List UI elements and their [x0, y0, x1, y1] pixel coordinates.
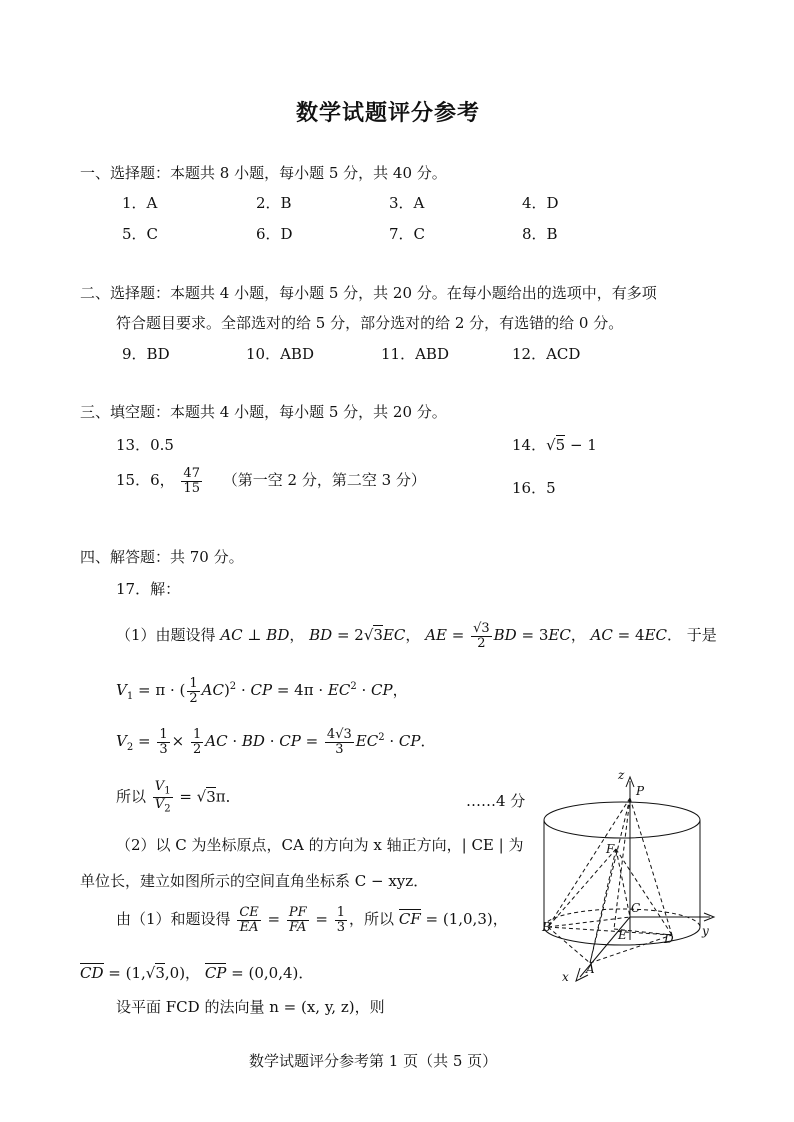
cylinder-figure [530, 765, 730, 990]
q17-label: 17．解： [116, 580, 181, 598]
answer-7: 7．C [389, 225, 426, 243]
point-e-label: E [618, 928, 627, 942]
section2-heading-line2: 符合题目要求。全部选对的给 5 分，部分选对的给 2 分，有选错的给 0 分。 [116, 314, 624, 332]
part1-line: （1）由题设得 AC ⊥ BD， BD = 2√3EC， AE = $\frac{√3}{2}$ BD = 3EC， AC = 4EC． 于是 [116, 621, 717, 651]
answer-9: 9．BD [122, 345, 170, 363]
point-c-label: C [631, 901, 641, 915]
answer-1: 1．A [122, 194, 158, 212]
answer-14: 14．√5 − 1 [512, 436, 597, 454]
axis-y-label: y [702, 924, 709, 938]
point-f-label: F [606, 842, 615, 856]
score-4: ……4 分 [466, 792, 526, 810]
v1-formula: $V_1 = \pi$ · ( $\frac{1}{2}$ AC)$^2$ · CP = $4\pi \cdot EC^2$ · CP， [116, 676, 408, 706]
point-a-label: A [586, 962, 595, 976]
section2-heading-line1: 二、选择题：本题共 4 小题，每小题 5 分，共 20 分。在每小题给出的选项中，有多项 [80, 284, 657, 302]
part2-line2: 单位长，建立如图所示的空间直角坐标系 C − xyz． [80, 872, 429, 890]
vectors-line: CD = (1,√3,0)， CP = (0,0,4)． [80, 964, 314, 982]
page-footer: 数学试题评分参考第 1 页（共 5 页） [249, 1052, 498, 1070]
v2-formula: $V_2$ = $\frac{1}{3}$ × $\frac{1}{2}$ AC · BD · CP = $\frac{4√3}{3}$ $EC^2$ · CP． [116, 727, 436, 757]
ratio-result: 所以 $\frac{V_1}{V_2}$ = √3π． [116, 779, 241, 815]
answer-6: 6．D [256, 225, 293, 243]
part2-line1: （2）以 C 为坐标原点，CA 的方向为 x 轴正方向，| CE | 为 [116, 836, 524, 854]
axis-z-label: z [618, 768, 625, 782]
answer-8: 8．B [522, 225, 558, 243]
answer-11: 11．ABD [381, 345, 449, 363]
answer-3: 3．A [389, 194, 425, 212]
answer-12: 12．ACD [512, 345, 581, 363]
point-p-label: P [636, 784, 645, 798]
section4-heading: 四、解答题：共 70 分。 [80, 548, 244, 566]
answer-16: 16．5 [512, 479, 556, 497]
answer-10: 10．ABD [246, 345, 314, 363]
point-d-label: D [664, 932, 674, 946]
page-title: 数学试题评分参考 [296, 101, 481, 126]
answer-5: 5．C [122, 225, 159, 243]
axis-x-label: x [562, 970, 569, 984]
answer-13: 13．0.5 [116, 436, 174, 454]
from-part1-line: 由（1）和题设得 $\frac{CE}{EA}$ = $\frac{PF}{FA}$ = $\frac{1}{3}$ ，所以 CF = (1,0,3)， [116, 905, 508, 935]
answer-4: 4．D [522, 194, 559, 212]
answer-15: 15．6， $\frac{47}{15}$ （第一空 2 分，第二空 3 分） [116, 466, 426, 496]
answer-2: 2．B [256, 194, 292, 212]
normal-vector-line: 设平面 FCD 的法向量 n = (x, y, z)，则 [116, 998, 385, 1016]
section1-heading: 一、选择题：本题共 8 小题，每小题 5 分，共 40 分。 [80, 164, 447, 182]
point-b-label: B [542, 920, 551, 934]
section3-heading: 三、填空题：本题共 4 小题，每小题 5 分，共 20 分。 [80, 403, 447, 421]
